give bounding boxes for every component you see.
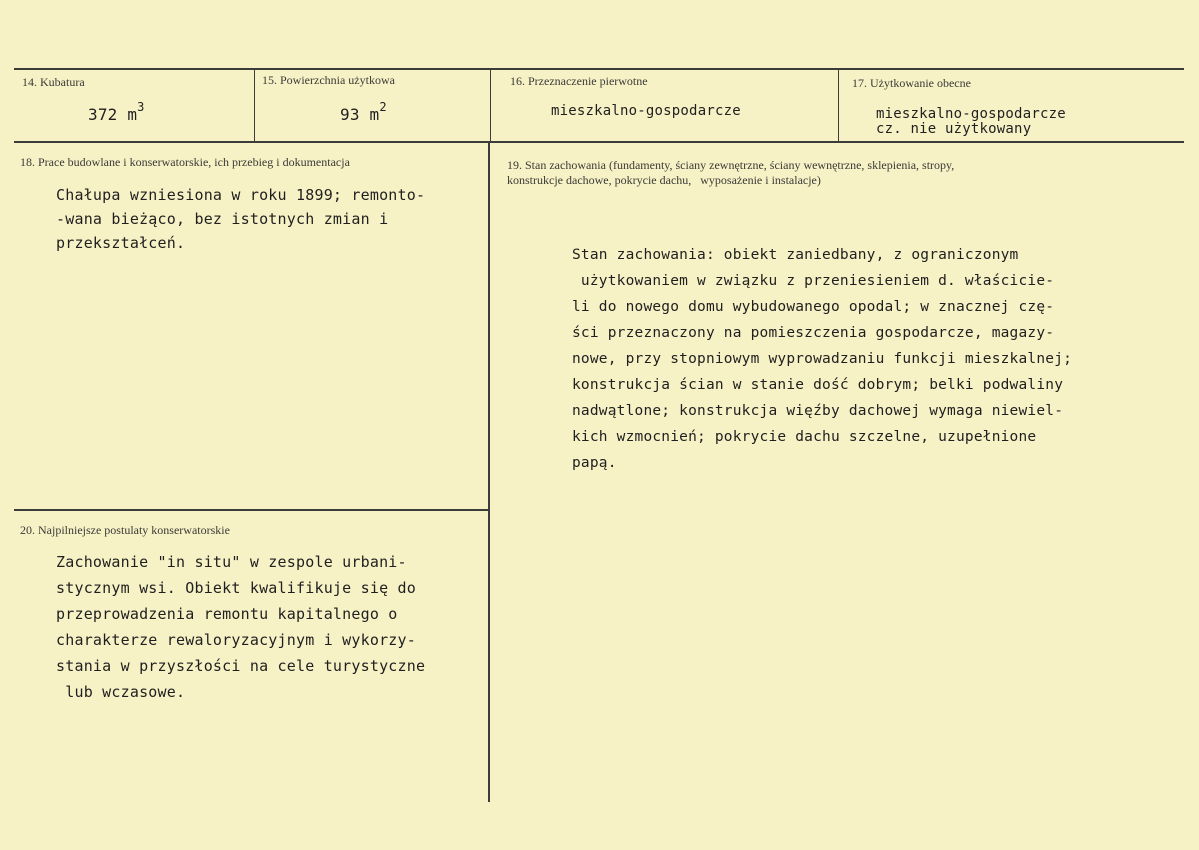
field-16-label: 16. Przeznaczenie pierwotne bbox=[510, 74, 648, 88]
field-19-line: Stan zachowania: obiekt zaniedbany, z ograniczonym bbox=[572, 247, 1019, 263]
field-15-value bbox=[340, 100, 387, 124]
field-17-label: 17. Użytkowanie obecne bbox=[852, 76, 971, 90]
field-19-text bbox=[572, 242, 1072, 476]
field-19-line: kich wzmocnień; pokrycie dachu szczelne, uzupełnione bbox=[572, 429, 1037, 445]
field-18-label: 18. Prace budowlane i konserwatorskie, ich przebieg i dokumentacja bbox=[20, 155, 350, 169]
header-bottom-rule bbox=[14, 141, 1184, 143]
top-rule bbox=[14, 68, 1184, 70]
field-19-line: papą. bbox=[572, 455, 617, 471]
field-20-line: charakterze rewaloryzacyjnym i wykorzy- bbox=[56, 631, 416, 649]
field-20-line: przeprowadzenia remontu kapitalnego o bbox=[56, 605, 398, 623]
field-19-line: użytkowaniem w związku z przeniesieniem d. właścicie- bbox=[572, 273, 1055, 289]
field-14-value bbox=[88, 100, 145, 124]
field-19-line: li do nowego domu wybudowanego opodal; w znacznej czę- bbox=[572, 299, 1055, 315]
divider-14-15 bbox=[254, 68, 255, 142]
field-19-line: konstrukcja ścian w stanie dość dobrym; belki podwaliny bbox=[572, 377, 1064, 393]
field-20-line: lub wczasowe. bbox=[56, 683, 186, 701]
field-17-value-line2: cz. nie użytkowany bbox=[876, 121, 1032, 137]
divider-16-17 bbox=[838, 68, 839, 142]
field-20-label: 20. Najpilniejsze postulaty konserwatorskie bbox=[20, 523, 230, 537]
field-19-line: ści przeznaczony na pomieszczenia gospodarcze, magazy- bbox=[572, 325, 1055, 341]
field-20-text bbox=[56, 549, 425, 705]
field-14-number: 372 m bbox=[88, 105, 138, 124]
field-15-label: 15. Powierzchnia użytkowa bbox=[262, 73, 395, 87]
field-18-text bbox=[56, 183, 425, 255]
field-20-line: stania w przyszłości na cele turystyczne bbox=[56, 657, 426, 675]
field-19-label-line1: 19. Stan zachowania (fundamenty, ściany zewnętrzne, ściany wewnętrzne, sklepienia, stropy, bbox=[507, 158, 955, 172]
section-18-bottom-rule bbox=[14, 509, 489, 511]
divider-15-16 bbox=[490, 68, 491, 142]
field-15-number: 93 m bbox=[340, 105, 380, 124]
field-18-line: Chałupa wzniesiona w roku 1899; remonto- bbox=[56, 186, 426, 204]
field-19-line: nowe, przy stopniowym wyprowadzaniu funkcji mieszkalnej; bbox=[572, 351, 1073, 367]
field-14-exponent: 3 bbox=[137, 100, 145, 114]
main-vertical-divider bbox=[488, 142, 490, 802]
field-20-line: Zachowanie "in situ" w zespole urbani- bbox=[56, 553, 407, 571]
field-19-label-line2: konstrukcje dachowe, pokrycie dachu, wyposażenie i instalacje) bbox=[507, 173, 821, 187]
field-14-label: 14. Kubatura bbox=[22, 75, 85, 89]
field-18-line: -wana bieżąco, bez istotnych zmian i bbox=[56, 210, 389, 228]
field-16-value: mieszkalno-gospodarcze bbox=[551, 103, 741, 119]
field-19-line: nadwątlone; konstrukcja więźby dachowej wymaga niewiel- bbox=[572, 403, 1064, 419]
field-18-line: przekształceń. bbox=[56, 234, 186, 252]
field-17-value-line1: mieszkalno-gospodarcze bbox=[876, 106, 1066, 122]
field-20-line: stycznym wsi. Obiekt kwalifikuje się do bbox=[56, 579, 416, 597]
field-15-exponent: 2 bbox=[379, 100, 387, 114]
